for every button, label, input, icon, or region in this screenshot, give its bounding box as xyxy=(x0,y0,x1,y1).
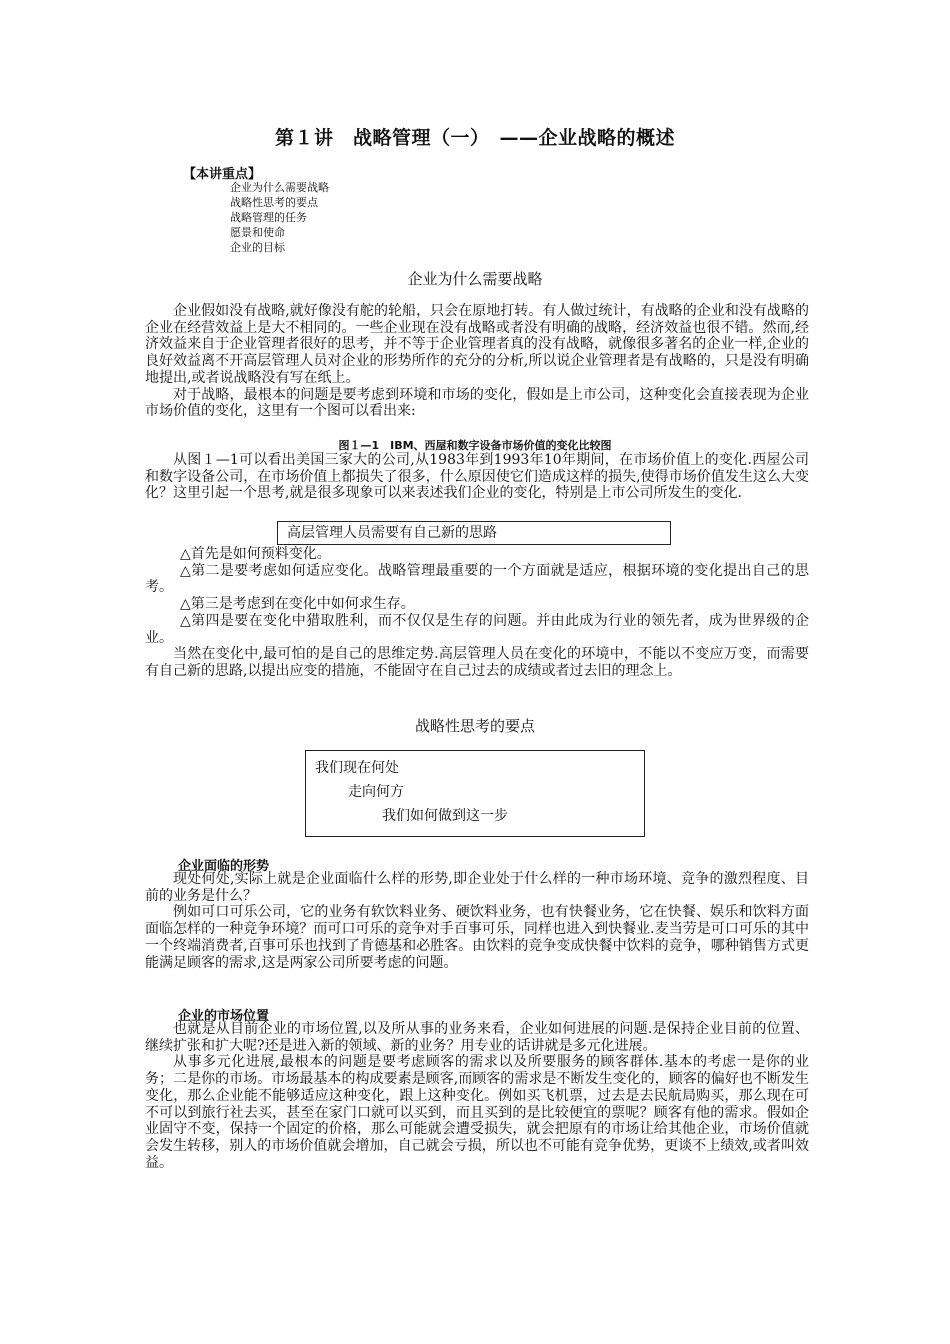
paragraph: 从事多元化进展,最根本的问题是要考虑顾客的需求以及所要服务的顾客群体.基本的考虑一是你的业务；二是你的市场。市场最基本的构成要素是顾客,而顾客的需求是不断发生变化的，顾客的偏好也不断发生变化，那么企业能不能够适应这种变化，跟上这种变化。例如买飞机票，过去是去民航局购买，那么现在可不可以到旅行社去买，甚至在家门口就可以买到，而且买到的是比较便宜的票呢？顾客有他的需求。假如企业固守不变，保持一个固定的价格，那么可能就会遭受损失，就会把原有的市场让给其他企业，市场价值就会发生转移，别人的市场价值就会增加，自己就会亏损，所以也不可能有竞争优势，更谈不上绩效,或者叫效益。 xyxy=(145,1054,809,1171)
paragraph: 例如可口可乐公司，它的业务有软饮料业务、硬饮料业务，也有快餐业务，它在快餐、娱乐和饮料方面面临怎样的一种竞争环境？而可口可乐的竞争对手百事可乐，同样也进入到快餐业.麦当劳是可口可乐的其中一个终端消费者,百事可乐也找到了肯德基和必胜客。由饮料的竞争变成快餐中饮料的竞争，哪种销售方式更能满足顾客的需求,这是两家公司所要考虑的问题。 xyxy=(145,904,809,971)
subsection-title: 企业的市场位置 xyxy=(178,1009,270,1024)
section1-intro xyxy=(145,303,809,420)
key-point-item: 愿景和使命 xyxy=(230,226,285,239)
section1-figure-discussion xyxy=(145,452,809,502)
bullet-point: △第三是考虑到在变化中如何求生存。 xyxy=(180,596,415,613)
paragraph: 从图１—1可以看出美国三家大的公司,从1983年到1993年10年期间，在市场价值上的变化.西屋公司和数字设备公司，在市场价值上都损失了很多，什么原因使它们造成这样的损失,使得市场价值发生这么大变化？这里引起一个思考,就是很多现象可以来表述我们企业的变化，特别是上市公司所发生的变化. xyxy=(145,452,809,502)
section-title-strategic-thinking: 战略性思考的要点 xyxy=(414,717,535,735)
thinking-step: 走向何方 xyxy=(348,784,404,800)
bullet-point: △第四是要在变化中猎取胜利，而不仅仅是生存的问题。并由此成为行业的领先者，成为世界级的企业。 xyxy=(145,612,809,646)
paragraph: 现处何处,实际上就是企业面临什么样的形势,即企业处于什么样的一种市场环境、竞争的激烈程度、目前的业务是什么？ xyxy=(145,871,809,904)
bullet-point: △首先是如何预料变化。 xyxy=(180,546,331,562)
subsection1-body xyxy=(145,871,809,971)
paragraph: 当然在变化中,最可怕的是自己的思维定势.高层管理人员在变化的环境中，不能以不变应万变，而需要有自己新的思路,以提出应变的措施，不能固守在自己过去的成绩或者过去旧的理念上。 xyxy=(145,646,809,679)
subsection2-body xyxy=(145,1021,809,1171)
paragraph: 也就是从目前企业的市场位置,以及所从事的业务来看，企业如何进展的问题.是保持企业目前的位置、继续扩张和扩大呢?还是进入新的领域、新的业务？用专业的话讲就是多元化进展。 xyxy=(145,1021,809,1054)
key-point-item: 战略性思考的要点 xyxy=(230,196,318,209)
bullet-point: △第二是要考虑如何适应变化。战略管理最重要的一个方面就是适应，根据环境的变化提出自己的思考。 xyxy=(145,562,809,596)
thinking-step: 我们如何做到这一步 xyxy=(382,808,508,824)
lecture-title: 第１讲 战略管理（一） ——企业战略的概述 xyxy=(274,127,675,149)
thinking-steps-box xyxy=(305,750,645,837)
subsection-title: 企业面临的形势 xyxy=(178,859,270,874)
paragraph: 企业假如没有战略,就好像没有舵的轮船，只会在原地打转。有人做过统计，有战略的企业和没有战略的企业在经营效益上是大不相同的。一些企业现在没有战略或者没有明确的战略，经济效益也很不错。然而,经济效益来自于企业管理者很好的思考，并不等于企业管理者真的没有战略，就像很多著名的企业一样,企业的良好效益离不开高层管理人员对企业的形势所作的充分的分析,所以说企业管理者是有战略的，只是没有明确地提出,或者说战略没有写在纸上。 xyxy=(145,303,809,386)
section-title-why-strategy: 企业为什么需要战略 xyxy=(407,270,543,288)
thinking-step: 我们现在何处 xyxy=(315,760,399,776)
key-points-list xyxy=(230,180,329,255)
figure-caption: 图１—1 IBM、西屋和数字设备市场价值的变化比较图 xyxy=(338,439,612,452)
key-point-item: 企业为什么需要战略 xyxy=(230,181,329,194)
section1-points xyxy=(145,546,809,680)
highlight-box: 高层管理人员需要有自己新的思路 xyxy=(277,521,671,545)
paragraph: 对于战略，最根本的问题是要考虑到环境和市场的变化，假如是上市公司，这种变化会直接表现为企业市场价值的变化，这里有一个图可以看出来: xyxy=(145,386,809,420)
key-points-heading: 【本讲重点】 xyxy=(183,167,262,182)
key-point-item: 企业的目标 xyxy=(230,241,285,254)
key-point-item: 战略管理的任务 xyxy=(230,211,307,224)
